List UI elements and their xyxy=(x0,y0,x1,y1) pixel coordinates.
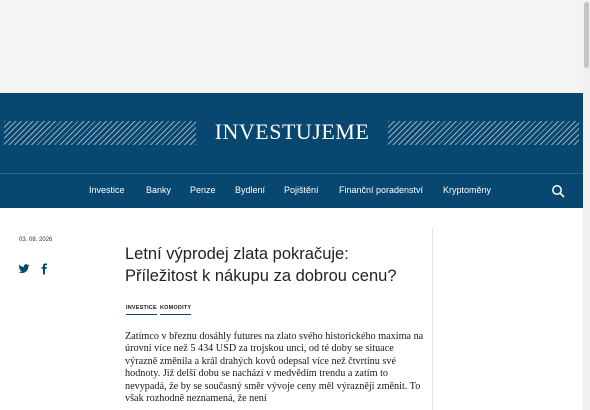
tag-investice[interactable]: INVESTICE xyxy=(126,305,157,315)
site-header xyxy=(0,93,583,208)
main-navigation xyxy=(0,177,583,205)
article-body: Zatímco v březnu dosáhly futures na zlato svého historického maxima na úrovni více než 5 434 USD za trojskou unci, od té doby se situace výrazně změnila a král drahých kovů odepsal více než čtvrtinu své hodnoty. Již delší dobu se nachází v medvědím trendu a zatím to nevypadá, že by se současný směr vývoje ceny měl výrazněji změnit. To však rozhodně neznamená, že není xyxy=(125,331,424,405)
tag-komodity[interactable]: KOMODITY xyxy=(160,305,191,315)
nav-item-banky[interactable]: Banky xyxy=(146,185,172,195)
twitter-icon[interactable] xyxy=(18,262,30,274)
scrollbar-thumb[interactable] xyxy=(584,2,589,68)
article-date: 03. 08. 2026 xyxy=(19,237,53,243)
top-blank-area xyxy=(0,0,583,93)
facebook-icon[interactable] xyxy=(38,262,50,274)
nav-item-penze[interactable]: Penze xyxy=(190,185,216,195)
search-icon[interactable] xyxy=(551,184,565,198)
nav-item-pojisteni[interactable]: Pojištění xyxy=(284,185,319,195)
nav-item-financni-poradenstvi[interactable]: Finanční poradenství xyxy=(339,185,424,195)
nav-item-kryptomeny[interactable]: Kryptoměny xyxy=(443,185,492,195)
article-title: Letní výprodej zlata pokračuje: Příležitost k nákupu za dobrou cenu? xyxy=(125,245,397,285)
site-logo[interactable]: INVESTUJEME xyxy=(214,119,370,144)
header-hatch-right xyxy=(388,121,579,145)
sidebar-divider xyxy=(432,228,433,410)
nav-item-bydleni[interactable]: Bydlení xyxy=(235,185,266,195)
header-divider xyxy=(0,173,583,174)
nav-item-investice[interactable]: Investice xyxy=(89,185,125,195)
header-hatch-left xyxy=(4,121,196,145)
